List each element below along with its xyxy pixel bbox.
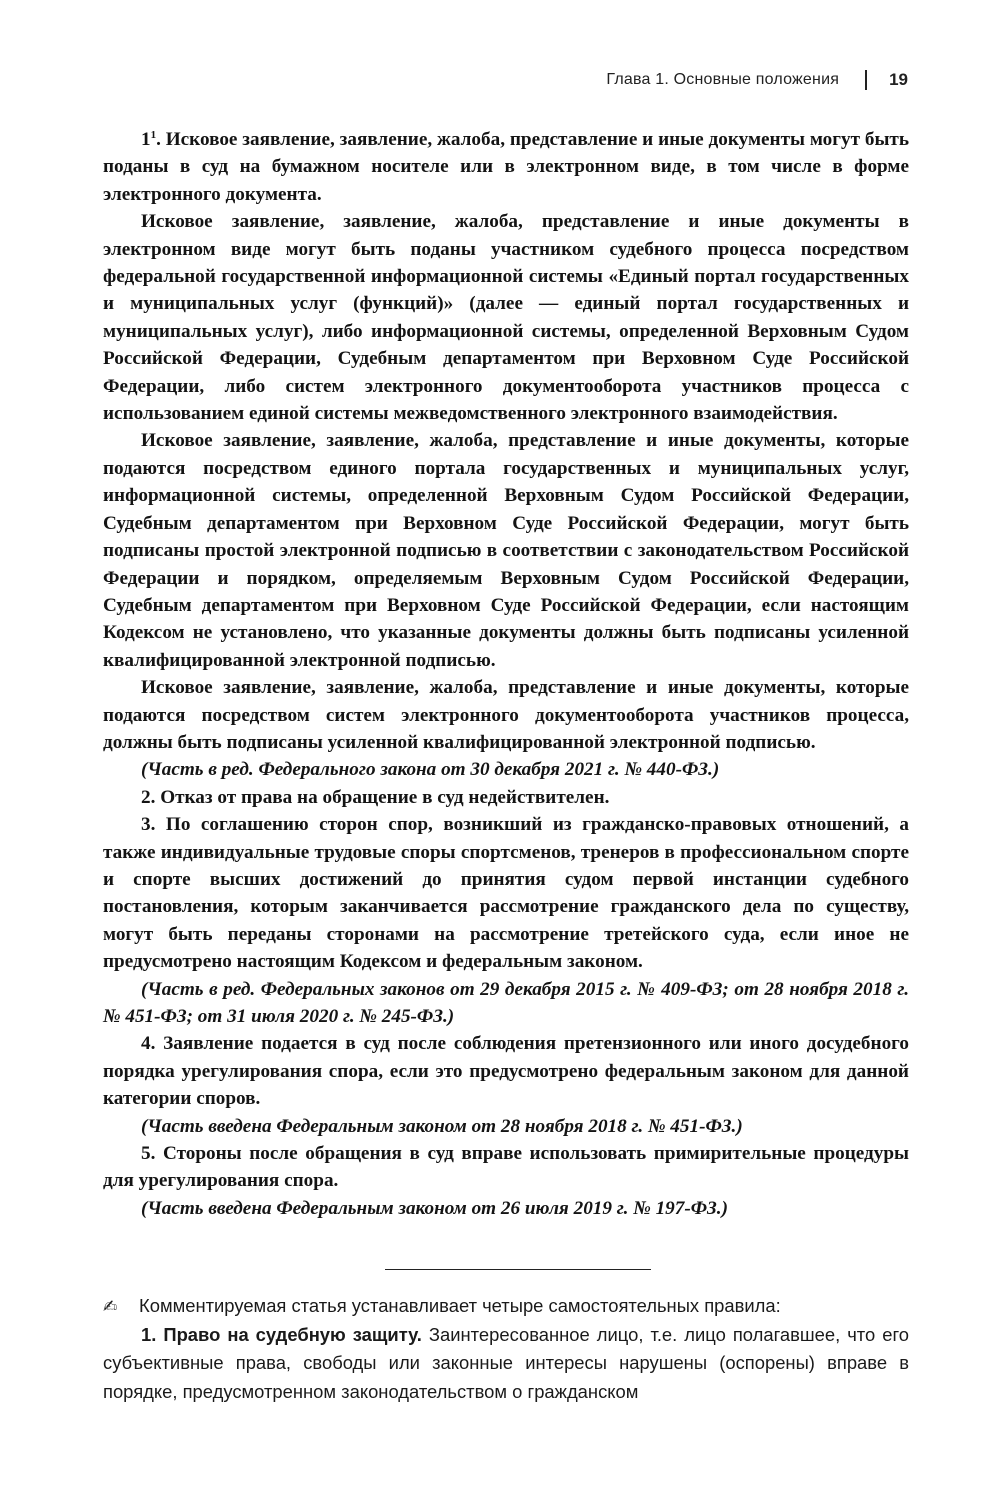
commentary-text [103,1292,909,1406]
law-item-4: 4. Заявление подается в суд после соблюдения претензионного или иного досудебного порядка урегулирования спора, если это предусмотрено федеральным законом для данной категории споров. [103,1033,909,1110]
amendment-note-1: (Часть в ред. Федерального закона от 30 декабря 2021 г. № 440-ФЗ.) [141,759,720,781]
amendment-note-4: (Часть введена Федеральным законом от 26 июля 2019 г. № 197-ФЗ.) [141,1197,728,1219]
law-item-2: 2. Отказ от права на обращение в суд недействителен. [141,786,610,808]
rule-1-title: 1. Право на судебную защиту. [141,1324,422,1346]
law-paragraph-4: Исковое заявление, заявление, жалоба, представление и иные документы, которые подаются посредством систем электронного документооборота участников процесса, должны быть подписаны усиленной квалифицированной электронной подписью. [103,677,909,753]
header-separator [865,70,867,90]
paragraph-number: 1 [141,129,151,150]
law-paragraph-1 [103,126,909,208]
pen-hand-icon: ✍ [103,1297,118,1316]
amendment-note-2: (Часть в ред. Федеральных законов от 29 декабря 2015 г. № 409-ФЗ; от 28 ноября 2018 г. № 451-ФЗ; от 31 июля 2020 г. № 245-ФЗ.) [103,978,909,1027]
section-divider [385,1269,651,1270]
commentary-rule-1 [103,1321,909,1406]
law-paragraph-2: Исковое заявление, заявление, жалоба, представление и иные документы в электронном виде могут быть поданы участником судебного процесса посредством федеральной государственной информационной системы «Единый портал государственных и муниципальных услуг (функций)» (далее — единый портал государственных и муниципальных услуг), либо информационной системы, определенной Верховным Судом Российской Федерации, Судебным департаментом при Верховном Суде Российской Федерации, либо систем электронного документооборота участников процесса с использованием единой системы межведомственного электронного взаимодействия. [103,211,909,425]
running-header [606,70,908,90]
commentary-intro [103,1292,909,1321]
law-text [103,126,909,1222]
law-item-3: 3. По соглашению сторон спор, возникший из гражданско-правовых отношений, а также индивидуальные трудовые споры спортсменов, тренеров в профессиональном спорте и спорте высших достижений до принятия судом первой инстанции судебного постановления, которым заканчивается рассмотрение гражданского дела по существу, могут быть переданы сторонами на рассмотрение третейского суда, если иное не предусмотрено настоящим Кодексом и федеральным законом. [103,814,909,973]
commentary-intro-text: Комментируемая статья устанавливает четыре самостоятельных правила: [139,1295,781,1316]
page-number: 19 [889,70,908,89]
law-paragraph-3: Исковое заявление, заявление, жалоба, представление и иные документы, которые подаются посредством единого портала государственных и муниципальных услуг, информационной системы, определенной Верховным Судом Российской Федерации, Судебным департаментом при Верховном Суде Российской Федерации, могут быть подписаны простой электронной подписью в соответствии с законодательством Российской Федерации и порядком, определяемым Верховным Судом Российской Федерации, Судебным департаментом при Верховном Суде Российской Федерации, если настоящим Кодексом не установлено, что указанные документы должны быть подписаны усиленной квалифицированной электронной подписью. [103,430,909,671]
amendment-note-3: (Часть введена Федеральным законом от 28 ноября 2018 г. № 451-ФЗ.) [141,1115,743,1137]
chapter-title: Глава 1. Основные положения [606,71,840,88]
paragraph-superscript: 1 [150,129,157,141]
paragraph-text: . Исковое заявление, заявление, жалоба, представление и иные документы могут быть поданы в суд на бумажном носителе или в электронном виде, в том числе в форме электронного документа. [103,129,909,205]
law-item-5: 5. Стороны после обращения в суд вправе использовать примирительные процедуры для урегулирования спора. [103,1143,909,1192]
rule-1-text: Заинтересованное лицо, т.е. лицо полагавшее, что его субъективные права, свободы или законные интересы нарушены (оспорены) вправе в порядке, предусмотренном законодательством о гражданском [103,1324,910,1402]
